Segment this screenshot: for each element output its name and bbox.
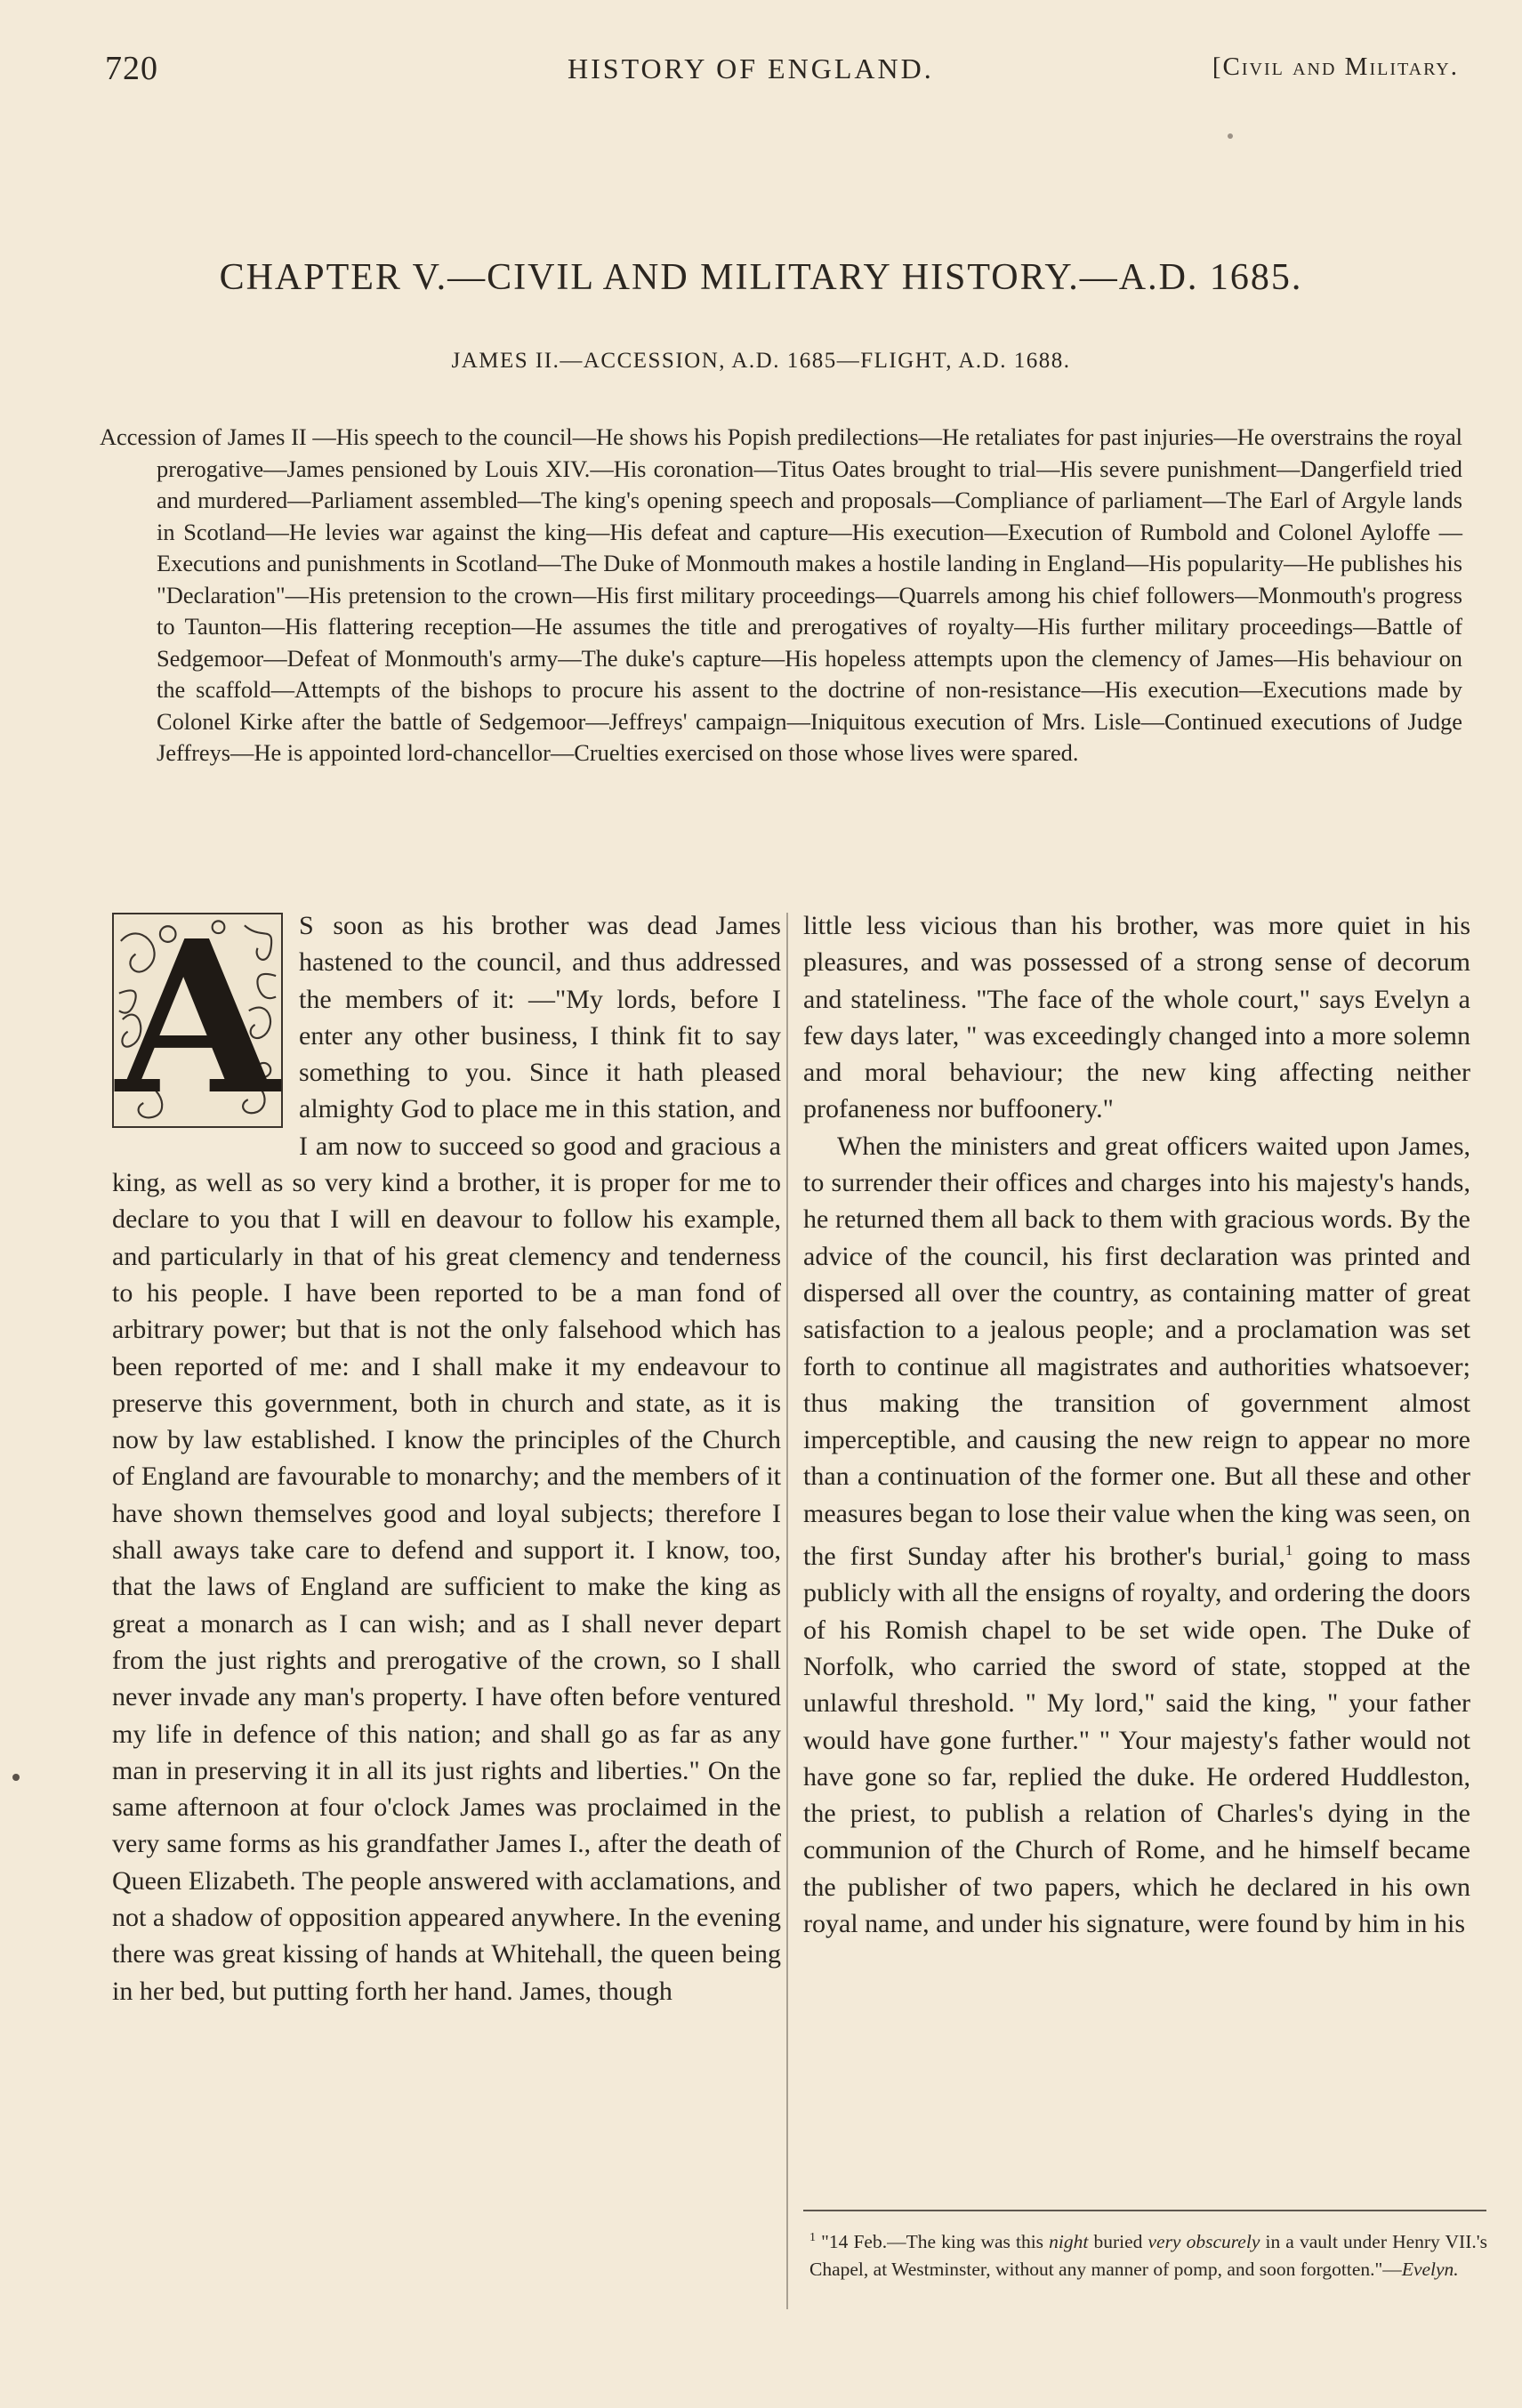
paper-stain [1228,133,1233,139]
footnote-text-a: "14 Feb.—The king was this [816,2231,1050,2253]
footnote [809,2224,1487,2283]
left-column [112,894,781,2009]
right-column [803,907,1470,1942]
footnote-text-b: buried [1088,2231,1148,2253]
chapter-date: A.D. 1685. [1118,257,1303,298]
ornamental-drop-cap [112,894,283,1141]
chapter-title-text: CHAPTER V.—CIVIL AND MILITARY HISTORY.— [219,257,1119,298]
running-section: [Civil and Military. [1212,52,1459,81]
synopsis-text: Accession of James II —His speech to the council—He shows his Popish predilections—He retaliates for past injuries—He overstrains the royal prerogative—James pensioned by Louis XIV.—His coronation—Titus Oates brought to trial—His severe punishment—Dangerfield tried and murdered—Parliament assembled—The king's opening speech and proposals—Compliance of parliament—The Earl of Argyle lands in Scotland—He levies war against the king—His defeat and capture—His execution—Execution of Rumbold and Colonel Ayloffe —Executions and punishments in Scotland—The Duke of Monmouth makes a hostile landing in England—His popularity—He publishes his "Declaration"—His pretension to the crown—His first military proceedings—Quarrels among his chief followers—Monmouth's progress to Taunton—His flattering reception—He assumes the title and prerogatives of royalty—His further military proceedings—Battle of Sedgemoor—Defeat of Monmouth's army—The duke's capture—His hopeless attempts upon the clemency of James—His behaviour on the scaffold—Attempts of the bishops to procure his assent to the doctrine of non-resistance—His execution—Executions made by Colonel Kirke after the battle of Sedgemoor—Jeffreys' campaign—Iniquitous execution of Mrs. Lisle—Continued executions of Judge Jeffreys—He is appointed lord-chancellor—Cruelties exercised on those whose lives were spared. [100,423,1462,766]
right-paragraph-2 [803,1128,1470,1943]
footnote-em-night: night [1049,2231,1089,2253]
footnote-em-obscurely: very obscurely [1148,2231,1260,2253]
footnote-reference[interactable]: 1 [1284,1542,1293,1559]
footnote-em-source: Evelyn. [1401,2259,1459,2281]
right-paragraph-2-text: When the ministers and great officers waited upon James, to surrender their offices and charges into his majesty's hands, he returned them all back to them with gracious words. By the advice of the council, his first declaration was printed and dispersed all over the country, as containing matter of great satisfaction to a jealous people; and a proclamation was set forth to continue all magistrates and authorities whatsoever; thus making the transition of government almost imperceptible, and causing the new reign to appear no more than a continuation of the former one. But all these and other measures began to lose their value when the king was seen, on the first Sunday after his brother's burial, [803,1131,1470,1572]
lead-letter: S [299,911,315,940]
footnote-text-c: in a vault under Henry VII.'s Chapel, at Westminster, without any manner of pomp, and soon forgotten."— [809,2231,1487,2281]
running-header [105,49,1459,93]
drop-cap-letter: A [116,894,279,1141]
right-paragraph-2-continued: going to mass publicly with all the ensigns of royalty, and ordering the doors of his Romish chapel to be set wide open. The Duke of Norfolk, who carried the sword of state, stopped at the unlawful threshold. " My lord," said the king, " your father would have gone further." " Your majesty's father would not have gone so far, replied the duke. He ordered Huddleston, the priest, to publish a relation of Charles's dying in the communion of the Church of Rome, and he himself became the publisher of two papers, which he declared in his own royal name, and under his signature, were found by him in his [803,1542,1470,1939]
reign-line: JAMES II.—ACCESSION, A.D. 1685—FLIGHT, A.D. 1688. [451,349,1071,373]
margin-mark [12,1774,20,1781]
chapter-synopsis [100,422,1462,769]
running-title: HISTORY OF ENGLAND. [568,52,934,85]
right-paragraph-1: little less vicious than his brother, was more quiet in his pleasures, and was possessed of a strong sense of decorum and stateliness. "The face of the whole court," says Evelyn a few days later, " was exceedingly changed into a more solemn and moral behaviour; the new king affecting neither profaneness nor buffoonery." [803,911,1470,1124]
chapter-title [0,256,1522,299]
page-number: 720 [105,50,158,87]
left-column-body: soon as his brother was dead James hastened to the council, and thus addressed the members of it: —"My lords, before I enter any other business, I think fit to say something to you. Since it hath pleased almighty God to place me in this station, and I am now to succeed so good and gracious a king, as well as so very kind a brother, it is proper for me to declare to you that I will en deavour to follow his example, and particularly in that of his great clemency and tenderness to his people. I have been reported to be a man fond of arbitrary power; but that is not the only falsehood which has been reported of me: and I shall make it my endeavour to preserve this government, both in church and state, as it is now by law established. I know the principles of the Church of England are favourable to monarchy; and the members of it have shown themselves good and loyal subjects; therefore I shall aways take care to defend and support it. I know, too, that the laws of England are sufficient to make the king as great a monarch as I can wish; and as I shall never depart from the just rights and prerogative of the crown, so I shall never invade any man's property. I have often before ventured my life in defence of this nation; and shall go as far as any man in preserving it in all its just rights and liberties." On the same afternoon at four o'clock James was proclaimed in the very same forms as his grandfather James I., after the death of Queen Elizabeth. The people answered with acclamations, and not a shadow of opposition appeared anywhere. In the evening there was great kissing of hands at Whitehall, the queen being in her bed, but putting forth her hand. James, though [112,911,781,2006]
footnote-rule [803,2210,1486,2211]
footnote-marker: 1 [809,2231,816,2244]
column-rule [786,913,788,2309]
